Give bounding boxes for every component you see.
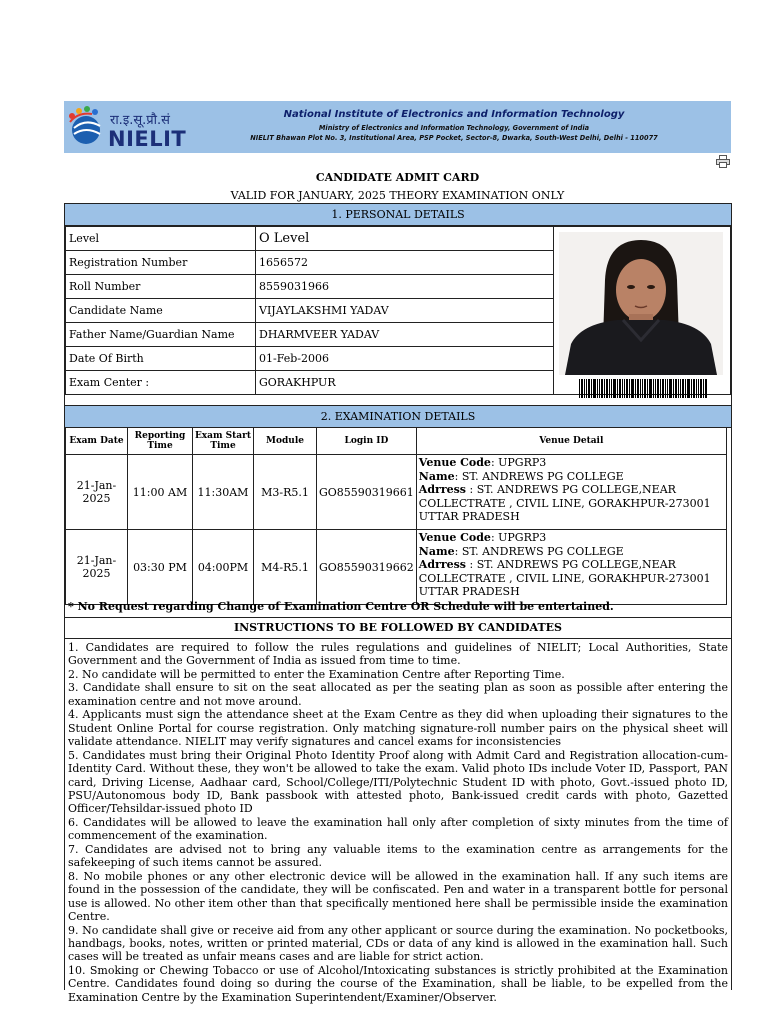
value-father-name: DHARMVEER YADAV xyxy=(256,323,554,347)
instruction-item: 8. No mobile phones or any other electronic device will be allowed in the examination hall. If any such items are found in the possession of the candidate, they will be confiscated. Pen and water in a transparent bottle for personal use is allowed. No other item other than that specifically mentioned here shall be permissible inside the examination Centre. xyxy=(68,869,728,924)
venue-code-label: Venue Code xyxy=(418,531,491,544)
header-banner xyxy=(64,101,731,153)
cell-reporting-time: 11:00 AM xyxy=(128,455,193,530)
nielit-logo xyxy=(66,104,186,152)
instruction-item: 5. Candidates must bring their Original Photo Identity Proof along with Admit Card and Registration allocation-cum-Identity Card. Without these, they won't be allowed to take the exam. Valid photo IDs include Voter ID, Passport, PAN card, Driving License, Aadhaar card, School/College/ITI/Polytechnic Student ID with photo, Govt.-issued photo ID, PSU/Autonomous body ID, Bank passbook with attested photo, Bank-issued credit cards with photo, Gazetted Officer/Tehsildar-issued photo ID xyxy=(68,748,728,816)
cell-exam-date: 21-Jan-2025 xyxy=(66,455,128,530)
candidate-photo xyxy=(559,232,723,375)
print-icon[interactable] xyxy=(716,153,730,166)
table-header-row xyxy=(66,428,727,455)
cell-exam-start-time: 11:30AM xyxy=(193,455,254,530)
label-father-name: Father Name/Guardian Name xyxy=(66,323,256,347)
instruction-item: 6. Candidates will be allowed to leave the examination hall only after completion of sixty minutes from the time of commencement of the examination. xyxy=(68,815,728,843)
table-row xyxy=(66,530,727,605)
instruction-item: 3. Candidate shall ensure to sit on the seat allocated as per the seating plan as soon as possible after entering the examination centre and not move around. xyxy=(68,681,728,708)
table-row xyxy=(66,455,727,530)
col-module: Module xyxy=(254,428,317,455)
venue-code-label: Venue Code xyxy=(418,456,491,469)
label-level: Level xyxy=(66,227,256,251)
venue-address-label: Adrress xyxy=(418,558,466,571)
label-candidate-name: Candidate Name xyxy=(66,299,256,323)
personal-details-heading: 1. PERSONAL DETAILS xyxy=(65,204,731,226)
logo-text: NIELIT xyxy=(108,127,187,151)
label-roll-number: Roll Number xyxy=(66,275,256,299)
col-login-id: Login ID xyxy=(317,428,417,455)
instruction-item: 10. Smoking or Chewing Tobacco or use of Alcohol/Intoxicating substances is strictly prohibited at the Examination Centre. Candidates found doing so during the course of the Examination, shall be liable, to be expelled from the Examination Centre by the Examination Superintendent/Examiner/Observer. xyxy=(68,963,728,1004)
value-roll-number: 8559031966 xyxy=(256,275,554,299)
label-exam-center: Exam Center : xyxy=(66,371,256,395)
cell-login-id: GO85590319661 xyxy=(317,455,417,530)
venue-name-label: Name xyxy=(418,544,455,558)
label-registration-number: Registration Number xyxy=(66,251,256,275)
cell-login-id: GO85590319662 xyxy=(317,530,417,605)
instruction-item: 7. Candidates are advised not to bring any valuable items to the examination centre as arrangements for the safekeeping of such items cannot be assured. xyxy=(68,842,728,870)
col-venue-detail: Venue Detail xyxy=(416,428,726,455)
admit-card-validity: VALID FOR JANUARY, 2025 THEORY EXAMINATION ONLY xyxy=(230,189,565,202)
org-title: National Institute of Electronics and Information Technology xyxy=(283,109,625,120)
org-address: NIELIT Bhawan Plot No. 3, Institutional Area, PSP Pocket, Sector-8, Dwarka, South-West Delhi, Delhi - 110077 xyxy=(250,134,658,142)
value-registration-number: 1656572 xyxy=(256,251,554,275)
exam-details-heading: 2. EXAMINATION DETAILS xyxy=(65,405,731,428)
logo-hindi-text: रा.इ.सू.प्रौ.सं xyxy=(110,113,170,128)
instruction-item: 2. No candidate will be permitted to enter the Examination Centre after Reporting Time. xyxy=(68,667,565,681)
admit-card-title: CANDIDATE ADMIT CARD xyxy=(315,171,480,184)
cell-venue-detail xyxy=(416,455,726,530)
barcode xyxy=(579,379,707,398)
value-candidate-name: VIJAYLAKSHMI YADAV xyxy=(256,299,554,323)
venue-address-value: : ST. ANDREWS PG COLLEGE,NEAR COLLECTRATE , CIVIL LINE, GORAKHPUR-273001 UTTAR PRADESH xyxy=(418,483,711,523)
cell-module: M3-R5.1 xyxy=(254,455,317,530)
notice-no-change: * No Request regarding Change of Examination Centre OR Schedule will be entertained. xyxy=(65,597,732,618)
value-date-of-birth: 01-Feb-2006 xyxy=(256,347,554,371)
instruction-item: 4. Applicants must sign the attendance sheet at the Exam Centre as they did when uploading their signatures to the Student Online Portal for course registration. Only matching signature-roll number pairs on the physical sheet will validate attendance. NIELIT may verify signatures and cancel exams for inconsistencies xyxy=(68,708,728,749)
value-level: O Level xyxy=(256,227,554,251)
col-exam-date: Exam Date xyxy=(66,428,128,455)
cell-exam-start-time: 04:00PM xyxy=(193,530,254,605)
instructions-heading: INSTRUCTIONS TO BE FOLLOWED BY CANDIDATES xyxy=(65,618,731,639)
venue-name-label: Name xyxy=(418,469,455,483)
venue-name-value: : ST. ANDREWS PG COLLEGE xyxy=(454,469,624,483)
label-date-of-birth: Date Of Birth xyxy=(66,347,256,371)
venue-address-label: Adrress xyxy=(418,483,466,496)
admit-card-frame xyxy=(64,203,732,1004)
cell-reporting-time: 03:30 PM xyxy=(128,530,193,605)
logo-emblem-icon xyxy=(66,104,110,152)
exam-details-table xyxy=(65,427,727,605)
instruction-item: 9. No candidate shall give or receive aid from any other applicant or source during the examination. No pocketbooks, handbags, books, notes, written or printed material, CDs or data of any kind is allowed in the examination hall. Such cases will be treated as unfair means cases and are liable for strict action. xyxy=(68,923,728,964)
cell-exam-date: 21-Jan-2025 xyxy=(66,530,128,605)
cell-module: M4-R5.1 xyxy=(254,530,317,605)
venue-code-value: : UPGRP3 xyxy=(490,531,547,544)
venue-name-value: : ST. ANDREWS PG COLLEGE xyxy=(454,544,624,558)
venue-address-value: : ST. ANDREWS PG COLLEGE,NEAR COLLECTRATE , CIVIL LINE, GORAKHPUR-273001 UTTAR PRADESH xyxy=(418,558,711,598)
col-reporting-time: Reporting Time xyxy=(128,428,193,455)
value-exam-center: GORAKHPUR xyxy=(256,371,554,395)
instructions-list xyxy=(68,641,728,1004)
venue-code-value: : UPGRP3 xyxy=(490,456,547,469)
col-exam-start-time: Exam Start Time xyxy=(193,428,254,455)
cell-venue-detail xyxy=(416,530,726,605)
org-ministry: Ministry of Electronics and Information Technology, Government of India xyxy=(318,124,590,132)
instruction-item: 1. Candidates are required to follow the rules regulations and guidelines of NIELIT; Local Authorities, State Government and the Government of India as issued from time to time. xyxy=(68,641,728,668)
